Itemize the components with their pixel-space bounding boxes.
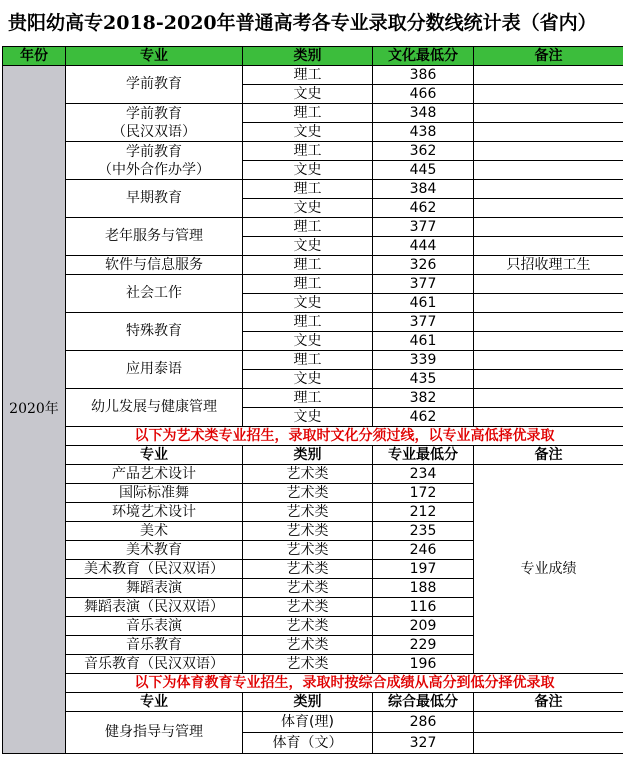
art-category-cell: 艺术类 [243, 484, 373, 503]
art-score-cell: 246 [373, 541, 474, 560]
score-cell: 386 [373, 66, 474, 85]
category-cell: 理工 [243, 66, 373, 85]
major-cell: 学前教育 [66, 66, 243, 104]
art-major-cell: 音乐教育 [66, 636, 243, 655]
pe-major-cell: 健身指导与管理 [66, 712, 243, 754]
remark-cell [474, 85, 623, 104]
category-cell: 理工 [243, 142, 373, 161]
remark-cell [474, 237, 623, 256]
art-category-cell: 艺术类 [243, 560, 373, 579]
header-remark: 备注 [474, 47, 623, 66]
remark-cell [474, 294, 623, 313]
page-title: 贵阳幼高专2018-2020年普通高考各专业录取分数线统计表（省内） [8, 12, 597, 34]
table-row [3, 389, 623, 408]
art-score-cell: 172 [373, 484, 474, 503]
category-cell: 文史 [243, 85, 373, 104]
score-cell: 462 [373, 199, 474, 218]
remark-cell: 只招收理工生 [474, 256, 623, 275]
art-major-cell: 产品艺术设计 [66, 465, 243, 484]
score-table [2, 46, 623, 754]
pe-header-major: 专业 [66, 693, 243, 712]
table-row [3, 180, 623, 199]
art-score-cell: 209 [373, 617, 474, 636]
year-cell: 2020年 [3, 66, 66, 754]
table-row [3, 256, 623, 275]
header-year: 年份 [3, 47, 66, 66]
remark-cell [474, 351, 623, 370]
art-major-cell: 舞蹈表演（民汉双语） [66, 598, 243, 617]
category-cell: 文史 [243, 237, 373, 256]
score-cell: 377 [373, 313, 474, 332]
art-category-cell: 艺术类 [243, 617, 373, 636]
score-cell: 445 [373, 161, 474, 180]
score-cell: 444 [373, 237, 474, 256]
pe-score-cell: 286 [373, 712, 474, 733]
score-cell: 348 [373, 104, 474, 123]
major-cell: 早期教育 [66, 180, 243, 218]
score-cell: 466 [373, 85, 474, 104]
pe-header-remark: 备注 [474, 693, 623, 712]
major-cell [66, 104, 243, 142]
category-cell: 理工 [243, 389, 373, 408]
major-line-2: （中外合作办学） [98, 161, 210, 178]
art-score-cell: 197 [373, 560, 474, 579]
art-major-cell: 国际标准舞 [66, 484, 243, 503]
category-cell: 理工 [243, 218, 373, 237]
major-line-1: 学前教育 [126, 105, 182, 122]
header-category: 类别 [243, 47, 373, 66]
category-cell: 文史 [243, 370, 373, 389]
remark-cell [474, 123, 623, 142]
score-cell: 461 [373, 294, 474, 313]
remark-cell [474, 218, 623, 237]
major-cell: 社会工作 [66, 275, 243, 313]
pe-remark-cell [474, 712, 623, 733]
art-score-cell: 235 [373, 522, 474, 541]
art-major-cell: 美术教育 [66, 541, 243, 560]
art-score-cell: 212 [373, 503, 474, 522]
art-category-cell: 艺术类 [243, 598, 373, 617]
remark-cell [474, 408, 623, 427]
pe-category-cell: 体育(理) [243, 712, 373, 733]
art-score-cell: 229 [373, 636, 474, 655]
art-remark-cell: 专业成绩 [474, 465, 623, 674]
remark-cell [474, 161, 623, 180]
art-major-cell: 美术教育（民汉双语） [66, 560, 243, 579]
category-cell: 理工 [243, 313, 373, 332]
pe-category-cell: 体育（文） [243, 733, 373, 754]
art-category-cell: 艺术类 [243, 541, 373, 560]
remark-cell [474, 180, 623, 199]
header-major: 专业 [66, 47, 243, 66]
pe-header-category: 类别 [243, 693, 373, 712]
score-cell: 461 [373, 332, 474, 351]
remark-cell [474, 275, 623, 294]
remark-cell [474, 332, 623, 351]
category-cell: 文史 [243, 332, 373, 351]
table-row [3, 275, 623, 294]
category-cell: 理工 [243, 256, 373, 275]
remark-cell [474, 389, 623, 408]
category-cell: 文史 [243, 123, 373, 142]
score-cell: 435 [373, 370, 474, 389]
score-cell: 377 [373, 218, 474, 237]
art-header-remark: 备注 [474, 446, 623, 465]
art-header-row [3, 446, 623, 465]
table-row [3, 104, 623, 123]
pe-score-cell: 327 [373, 733, 474, 754]
table-row [3, 218, 623, 237]
art-major-cell: 环境艺术设计 [66, 503, 243, 522]
art-score-cell: 196 [373, 655, 474, 674]
category-cell: 理工 [243, 180, 373, 199]
art-major-cell: 音乐教育（民汉双语） [66, 655, 243, 674]
table-row [3, 313, 623, 332]
major-cell: 特殊教育 [66, 313, 243, 351]
art-score-cell: 188 [373, 579, 474, 598]
remark-cell [474, 104, 623, 123]
remark-cell [474, 313, 623, 332]
pe-notice: 以下为体育教育专业招生，录取时按综合成绩从高分到低分择优录取 [66, 674, 623, 693]
remark-cell [474, 199, 623, 218]
table-row [3, 712, 623, 733]
score-cell: 438 [373, 123, 474, 142]
art-category-cell: 艺术类 [243, 636, 373, 655]
art-category-cell: 艺术类 [243, 503, 373, 522]
art-category-cell: 艺术类 [243, 522, 373, 541]
art-category-cell: 艺术类 [243, 579, 373, 598]
pe-header-row [3, 693, 623, 712]
table-row [3, 66, 623, 85]
major-line-1: 学前教育 [126, 143, 182, 160]
art-notice: 以下为艺术类专业招生，录取时文化分须过线，以专业高低择优录取 [66, 427, 623, 446]
art-header-min-score: 专业最低分 [373, 446, 474, 465]
art-score-cell: 234 [373, 465, 474, 484]
table-row [3, 142, 623, 161]
category-cell: 理工 [243, 351, 373, 370]
major-cell: 老年服务与管理 [66, 218, 243, 256]
art-score-cell: 116 [373, 598, 474, 617]
art-major-cell: 美术 [66, 522, 243, 541]
category-cell: 文史 [243, 199, 373, 218]
remark-cell [474, 66, 623, 85]
pe-remark-cell [474, 733, 623, 754]
art-notice-row [3, 427, 623, 446]
major-cell: 软件与信息服务 [66, 256, 243, 275]
header-row [3, 47, 623, 66]
score-cell: 326 [373, 256, 474, 275]
major-cell [66, 142, 243, 180]
remark-cell [474, 370, 623, 389]
art-category-cell: 艺术类 [243, 655, 373, 674]
table-row [3, 351, 623, 370]
art-category-cell: 艺术类 [243, 465, 373, 484]
pe-notice-row [3, 674, 623, 693]
score-cell: 362 [373, 142, 474, 161]
major-cell: 应用泰语 [66, 351, 243, 389]
art-header-category: 类别 [243, 446, 373, 465]
score-cell: 382 [373, 389, 474, 408]
score-cell: 377 [373, 275, 474, 294]
score-cell: 462 [373, 408, 474, 427]
major-line-2: （民汉双语） [112, 123, 196, 140]
major-cell: 幼儿发展与健康管理 [66, 389, 243, 427]
score-cell: 339 [373, 351, 474, 370]
art-major-cell: 舞蹈表演 [66, 579, 243, 598]
category-cell: 文史 [243, 161, 373, 180]
art-header-major: 专业 [66, 446, 243, 465]
remark-cell [474, 142, 623, 161]
category-cell: 理工 [243, 104, 373, 123]
category-cell: 文史 [243, 408, 373, 427]
category-cell: 文史 [243, 294, 373, 313]
header-min-score: 文化最低分 [373, 47, 474, 66]
art-major-cell: 音乐表演 [66, 617, 243, 636]
score-cell: 384 [373, 180, 474, 199]
pe-header-min-score: 综合最低分 [373, 693, 474, 712]
category-cell: 理工 [243, 275, 373, 294]
table-row [3, 465, 623, 484]
